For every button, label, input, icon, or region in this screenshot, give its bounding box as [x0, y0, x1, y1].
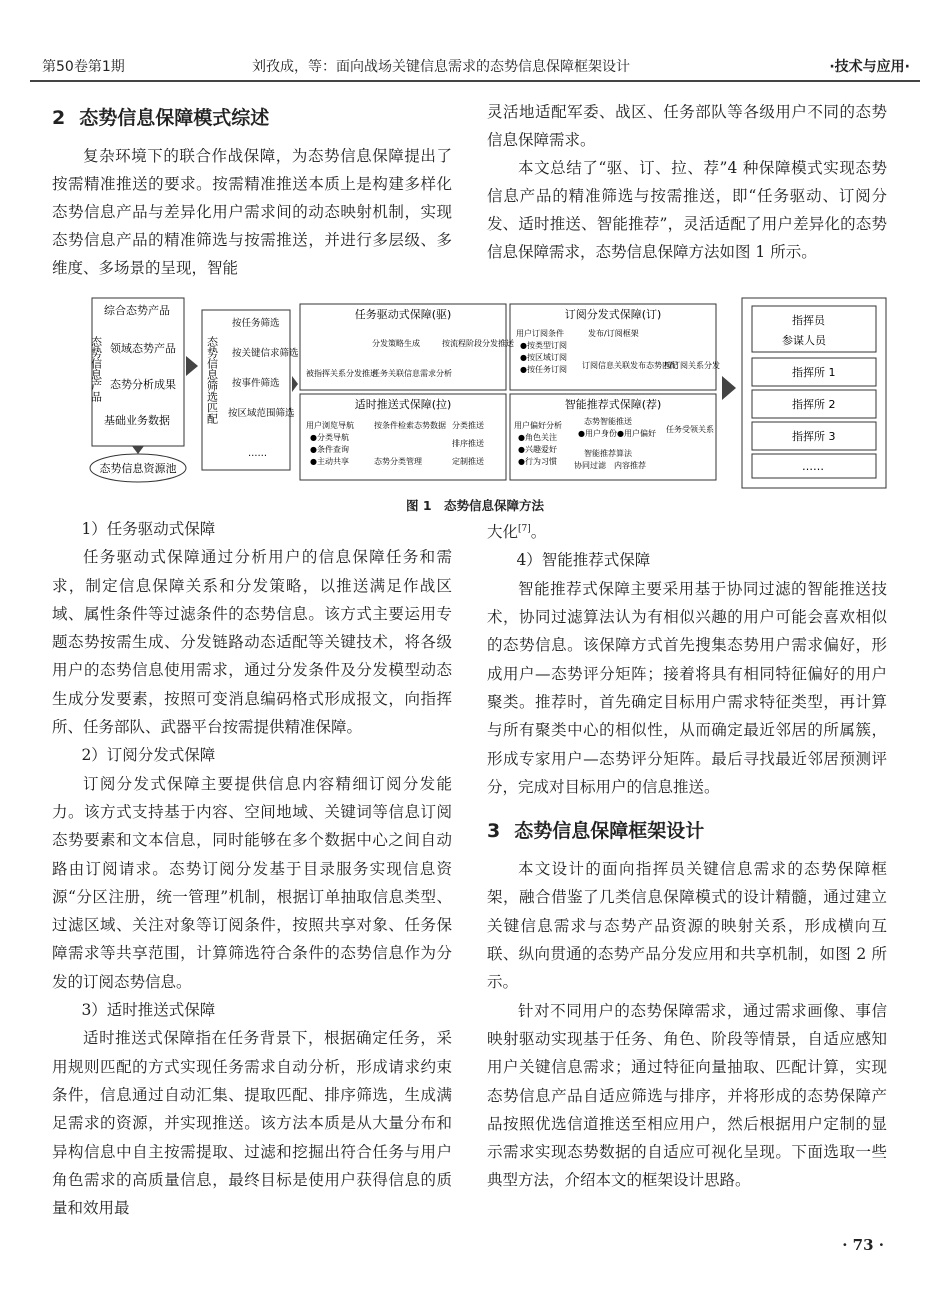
left-column-bottom	[52, 515, 452, 1222]
m3-item-5: 按条件检索态势数据	[374, 421, 446, 430]
running-title: 刘孜成，等：面向战场关键信息需求的态势信息保障框架设计	[252, 59, 630, 75]
product-1: 综合态势产品	[104, 304, 170, 317]
filter-2: 按关键信求筛选	[232, 348, 299, 359]
m1-item-1: 被指挥关系分发推送	[306, 369, 378, 378]
left-column-top	[52, 98, 452, 282]
mode-2-title: 订阅分发式保障(订)	[564, 308, 662, 321]
m4-item-3: ●兴趣爱好	[518, 445, 557, 454]
m3-item-4: ●主动共享	[310, 457, 349, 466]
user-1: 指挥员	[792, 314, 825, 327]
m4-item-4: ●行为习惯	[518, 457, 557, 466]
subheading: 1）任务驱动式保障	[81, 520, 216, 538]
m4-item-6: ●用户身份●用户偏好	[578, 429, 656, 438]
section-label: ·技术与应用·	[829, 59, 910, 75]
paragraph: 任务驱动式保障通过分析用户的信息保障任务和需求，制定信息保障关系和分发策略，以推送满足作战区域、属性条件等过滤条件的态势信息。该方式主要运用专题态势按需生成、分发链路动态适配等关键技术，将各级用户的态势信息使用需求，通过分发条件及分发模型动态生成分发要素，按照可变消息编码格式形成报文，向指挥所、任务部队、武器平台按需提供精准保障。	[52, 548, 452, 737]
m1-item-4: 按流程阶段分发推送	[442, 339, 514, 348]
products-label: 态势信息产品	[89, 336, 103, 402]
paragraph: 本文设计的面向指挥员关键信息需求的态势保障框架，融合借鉴了几类信息保障模式的设计精髓，通过建立关键信息需求与态势产品资源的映射关系，形成横向互联、纵向贯通的态势产品分发应用和共享机制，如图 2 所示。	[487, 860, 887, 992]
filter-label: 态势信息筛选匹配	[205, 336, 219, 424]
m2-item-2: ●按类型订阅	[520, 341, 567, 350]
right-column-top	[487, 98, 887, 266]
m3-item-6: 态势分类管理	[374, 457, 422, 466]
figure-1	[52, 296, 888, 492]
m2-item-7: 按订阅关系分发	[664, 361, 720, 370]
subheading: 2）订阅分发式保障	[81, 746, 216, 765]
paragraph: 大化[7]。	[487, 523, 547, 542]
m3-item-9: 定制推送	[452, 457, 484, 466]
m2-item-5: 发布/订阅框架	[588, 329, 639, 338]
filter-5: ……	[248, 448, 267, 459]
user-6: ……	[802, 460, 824, 473]
filter-4: 按区域范围筛选	[228, 408, 295, 419]
m4-item-1: 用户偏好分析	[514, 421, 562, 430]
paragraph: 针对不同用户的态势保障需求，通过需求画像、事信映射驱动实现基于任务、角色、阶段等情景，自适应感知用户关键信息需求；通过特征向量抽取、匹配计算，实现态势信息产品自适应筛选与排序，并将形成的态势保障产品按照优选信道推送至相应用户，然后根据用户定制的显示需求实现态势数据的自适应可视化呈现。下面选取一些典型方法，介绍本文的框架设计思路。	[487, 1001, 887, 1190]
mode-3-title: 适时推送式保障(拉)	[354, 398, 452, 411]
m4-item-9: 任务受领关系	[666, 425, 714, 434]
paragraph: 订阅分发式保障主要提供信息内容精细订阅分发能力。该方式支持基于内容、空间地域、关键词等信息订阅态势要素和文本信息，同时能够在多个数据中心之间自动路由订阅请求。态势订阅分发基于目录服务实现信息资源“分区注册，统一管理”机制，根据订单抽取信息类型、过滤区域、关注对象等订阅条件，按照共享对象、任务保障需求等共享范围，计算筛选符合条件的态势信息作为分发的订阅态势信息。	[52, 774, 452, 991]
m4-item-5: 态势智能推送	[584, 417, 632, 426]
page-number: · 73 ·	[842, 1236, 884, 1254]
m2-item-6: 订阅信息关联发布态势匹配	[582, 361, 678, 370]
user-5: 指挥所 3	[792, 430, 836, 443]
journal-issue: 第50卷第1期	[42, 59, 125, 75]
m2-item-4: ●按任务订阅	[520, 365, 567, 374]
m3-item-7: 分类推送	[452, 421, 484, 430]
m1-item-3: 任务关联信息需求分析	[372, 369, 452, 378]
m4-item-8: 协同过滤 内容推荐	[574, 461, 646, 470]
product-3: 态势分析成果	[110, 378, 176, 391]
user-2: 参谋人员	[782, 334, 826, 347]
m2-item-1: 用户订阅条件	[516, 329, 564, 338]
m2-item-3: ●按区域订阅	[520, 353, 567, 362]
figure-1-caption: 图 1 态势信息保障方法	[405, 498, 545, 513]
mode-1-title: 任务驱动式保障(驱)	[354, 308, 452, 321]
header-rule	[30, 80, 920, 82]
filter-3: 按事件筛选	[232, 378, 280, 389]
paragraph: 灵活地适配军委、战区、任务部队等各级用户不同的态势信息保障需求。	[487, 103, 887, 149]
product-2: 领域态势产品	[110, 342, 176, 355]
product-4: 基础业务数据	[104, 414, 170, 427]
m1-item-2: 分发策略生成	[372, 339, 420, 348]
running-header	[30, 56, 920, 82]
m3-item-3: ●条件查询	[310, 445, 349, 454]
resource-pool: 态势信息资源池	[99, 462, 177, 475]
user-4: 指挥所 2	[792, 398, 836, 411]
figure-1-diagram	[52, 296, 888, 492]
paragraph: 适时推送式保障指在任务背景下，根据确定任务，采用规则匹配的方式实现任务需求自动分析，形成请求约束条件，信息通过自动汇集、提取匹配、排序筛选，生成满足需求的资源，并实现推送。该方法本质是从大量分布和异构信息中自主按需提取、过滤和挖掘出符合任务与用户角色需求的高质量信息，最终目标是使用户获得信息的质量和效用最	[52, 1029, 452, 1218]
paragraph: 复杂环境下的联合作战保障，为态势信息保障提出了按需精准推送的要求。按需精准推送本质上是构建多样化态势信息产品与差异化用户需求间的动态映射机制，实现态势信息产品的精准筛选与按需推送，并进行多层级、多维度、多场景的呈现，智能	[52, 147, 452, 277]
paragraph: 智能推荐式保障主要采用基于协同过滤的智能推送技术，协同过滤算法认为有相似兴趣的用户可能会喜欢相似的态势信息。该保障方式首先搜集态势用户需求偏好，形成用户—态势评分矩阵；接着将具有相同特征偏好的用户聚类。推荐时，首先确定目标用户需求特征类型，再计算与所有聚类中心的相似性，从而确定最近邻居的所属簇，形成专家用户—态势评分矩阵。最后寻找最近邻居预测评分，完成对目标用户的信息推送。	[487, 579, 887, 796]
m4-item-2: ●角色关注	[518, 433, 557, 442]
m3-item-8: 排序推送	[452, 439, 484, 448]
citation: [7]	[518, 524, 531, 534]
subheading: 3）适时推送式保障	[81, 1001, 216, 1020]
section-heading-2: 2 态势信息保障模式综述	[52, 107, 270, 129]
section-heading-3: 3 态势信息保障框架设计	[487, 820, 705, 843]
right-column-bottom	[487, 515, 887, 1195]
user-3: 指挥所 1	[792, 366, 836, 379]
subheading: 4）智能推荐式保障	[516, 551, 651, 570]
mode-4-title: 智能推荐式保障(荐)	[564, 398, 662, 411]
filter-1: 按任务筛选	[232, 318, 280, 329]
paragraph: 本文总结了“驱、订、拉、荐”4 种保障模式实现态势信息产品的精准筛选与按需推送，即“任务驱动、订阅分发、适时推送、智能推荐”，灵活适配了用户差异化的态势信息保障需求，态势信息保障方法如图 1 所示。	[487, 159, 887, 261]
m3-item-2: ●分类导航	[310, 433, 349, 442]
m3-item-1: 用户浏览导航	[306, 421, 354, 430]
m4-item-7: 智能推荐算法	[584, 449, 632, 458]
